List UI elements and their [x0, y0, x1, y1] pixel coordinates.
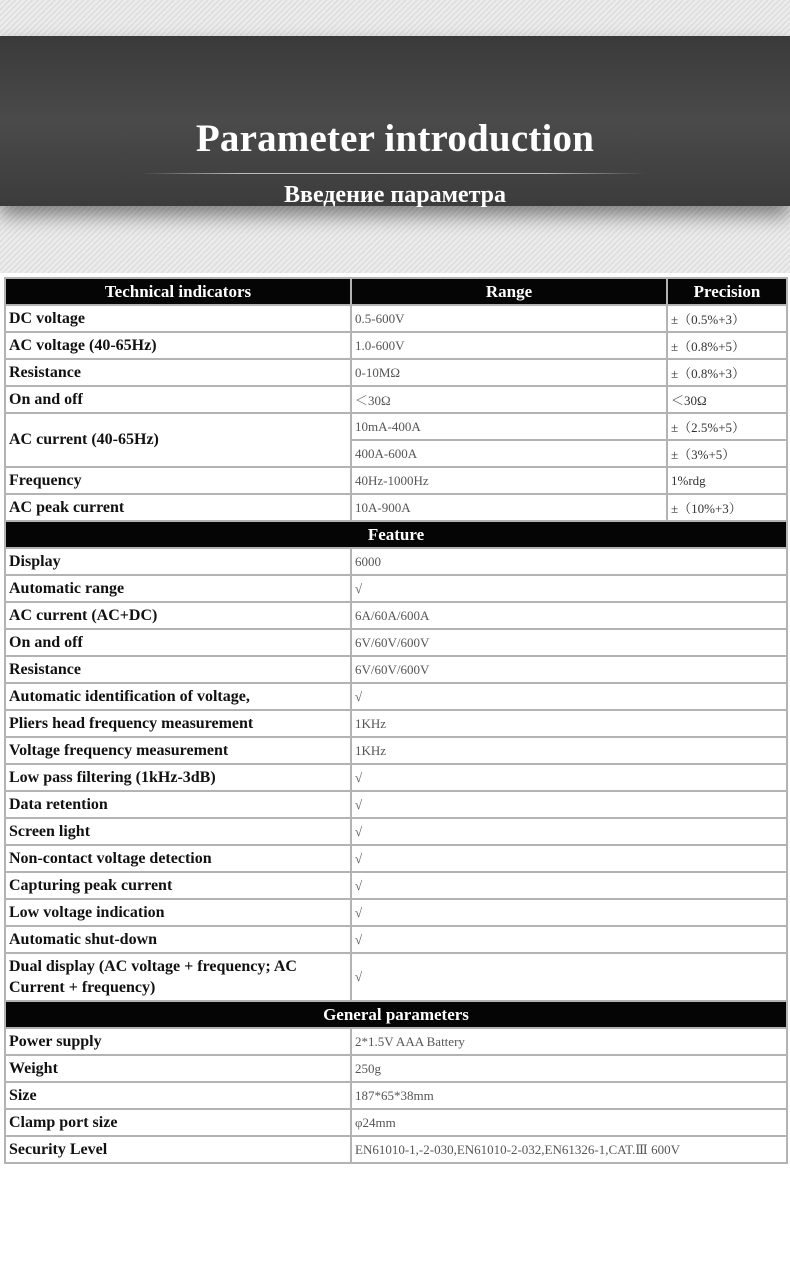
row-label: Weight [5, 1055, 351, 1082]
title-banner [0, 36, 790, 206]
row-value: 6A/60A/600A [351, 602, 787, 629]
row-label: Low pass filtering (1kHz-3dB) [5, 764, 351, 791]
table-row [5, 1136, 787, 1163]
row-label: AC voltage (40-65Hz) [5, 332, 351, 359]
row-precision: ±（10%+3） [667, 494, 787, 521]
row-label: Pliers head frequency measurement [5, 710, 351, 737]
row-precision: ＜30Ω [667, 386, 787, 413]
row-value: √ [351, 899, 787, 926]
spec-table [4, 277, 788, 1164]
row-label: Power supply [5, 1028, 351, 1055]
row-range: 1.0-600V [351, 332, 667, 359]
row-label: Clamp port size [5, 1109, 351, 1136]
row-range: 10A-900A [351, 494, 667, 521]
row-range: 40Hz-1000Hz [351, 467, 667, 494]
section-header-feature [5, 521, 787, 548]
table-row [5, 467, 787, 494]
table-row [5, 683, 787, 710]
row-value: 250g [351, 1055, 787, 1082]
row-precision: ±（0.8%+3） [667, 359, 787, 386]
row-value: φ24mm [351, 1109, 787, 1136]
table-row [5, 953, 787, 1001]
header-technical-indicators: Technical indicators [5, 278, 351, 305]
table-row [5, 1082, 787, 1109]
row-range: 0-10MΩ [351, 359, 667, 386]
row-label: Automatic shut-down [5, 926, 351, 953]
table-row [5, 629, 787, 656]
row-precision: ±（2.5%+5） [667, 413, 787, 440]
table-row [5, 386, 787, 413]
row-value: √ [351, 683, 787, 710]
row-label: Data retention [5, 791, 351, 818]
section-header-general [5, 1001, 787, 1028]
table-row [5, 926, 787, 953]
table-row [5, 413, 787, 440]
row-label: Capturing peak current [5, 872, 351, 899]
row-value: √ [351, 953, 787, 1001]
title-divider [140, 173, 645, 174]
row-value: √ [351, 818, 787, 845]
table-row [5, 656, 787, 683]
header-range: Range [351, 278, 667, 305]
row-range: 0.5-600V [351, 305, 667, 332]
row-label: Security Level [5, 1136, 351, 1163]
section-title: General parameters [5, 1001, 787, 1028]
row-label: AC peak current [5, 494, 351, 521]
row-value: √ [351, 872, 787, 899]
row-label: Resistance [5, 359, 351, 386]
table-row [5, 791, 787, 818]
row-label: On and off [5, 386, 351, 413]
row-value: EN61010-1,-2-030,EN61010-2-032,EN61326-1,CAT.Ⅲ 600V [351, 1136, 787, 1163]
row-label: Automatic range [5, 575, 351, 602]
row-range: ＜30Ω [351, 386, 667, 413]
page-title: Parameter introduction [195, 117, 595, 160]
row-value: 6000 [351, 548, 787, 575]
row-precision: ±（0.5%+3） [667, 305, 787, 332]
row-label: Screen light [5, 818, 351, 845]
row-value: 1KHz [351, 710, 787, 737]
table-row [5, 872, 787, 899]
row-label: AC current (AC+DC) [5, 602, 351, 629]
table-row [5, 1109, 787, 1136]
table-row [5, 332, 787, 359]
section-title: Feature [5, 521, 787, 548]
table-row [5, 548, 787, 575]
row-label: AC current (40-65Hz) [5, 413, 351, 467]
row-value: √ [351, 764, 787, 791]
table-row [5, 494, 787, 521]
row-precision: 1%rdg [667, 467, 787, 494]
table-row [5, 737, 787, 764]
row-value: 187*65*38mm [351, 1082, 787, 1109]
row-precision: ±（0.8%+5） [667, 332, 787, 359]
row-label: Automatic identification of voltage, [5, 683, 351, 710]
page-subtitle: Введение параметра [283, 182, 506, 208]
row-label: DC voltage [5, 305, 351, 332]
row-range: 10mA-400A [351, 413, 667, 440]
table-row [5, 575, 787, 602]
table-row [5, 359, 787, 386]
table-row [5, 845, 787, 872]
row-range: 400A-600A [351, 440, 667, 467]
row-label: Frequency [5, 467, 351, 494]
table-row [5, 818, 787, 845]
spec-sheet [0, 273, 790, 1288]
row-value: √ [351, 926, 787, 953]
table-row [5, 305, 787, 332]
row-label: Resistance [5, 656, 351, 683]
row-label: Size [5, 1082, 351, 1109]
row-value: √ [351, 791, 787, 818]
row-value: 6V/60V/600V [351, 629, 787, 656]
row-label: Display [5, 548, 351, 575]
row-value: √ [351, 845, 787, 872]
table-row [5, 602, 787, 629]
row-label: Dual display (AC voltage + frequency; AC Current + frequency) [5, 953, 351, 1001]
table-header-row [5, 278, 787, 305]
row-value: 1KHz [351, 737, 787, 764]
row-label: Low voltage indication [5, 899, 351, 926]
row-value: 6V/60V/600V [351, 656, 787, 683]
row-precision: ±（3%+5） [667, 440, 787, 467]
row-label: Voltage frequency measurement [5, 737, 351, 764]
row-value: √ [351, 575, 787, 602]
row-label: On and off [5, 629, 351, 656]
table-row [5, 899, 787, 926]
table-row [5, 1028, 787, 1055]
row-value: 2*1.5V AAA Battery [351, 1028, 787, 1055]
table-row [5, 1055, 787, 1082]
row-label: Non-contact voltage detection [5, 845, 351, 872]
header-precision: Precision [667, 278, 787, 305]
table-row [5, 764, 787, 791]
table-row [5, 710, 787, 737]
